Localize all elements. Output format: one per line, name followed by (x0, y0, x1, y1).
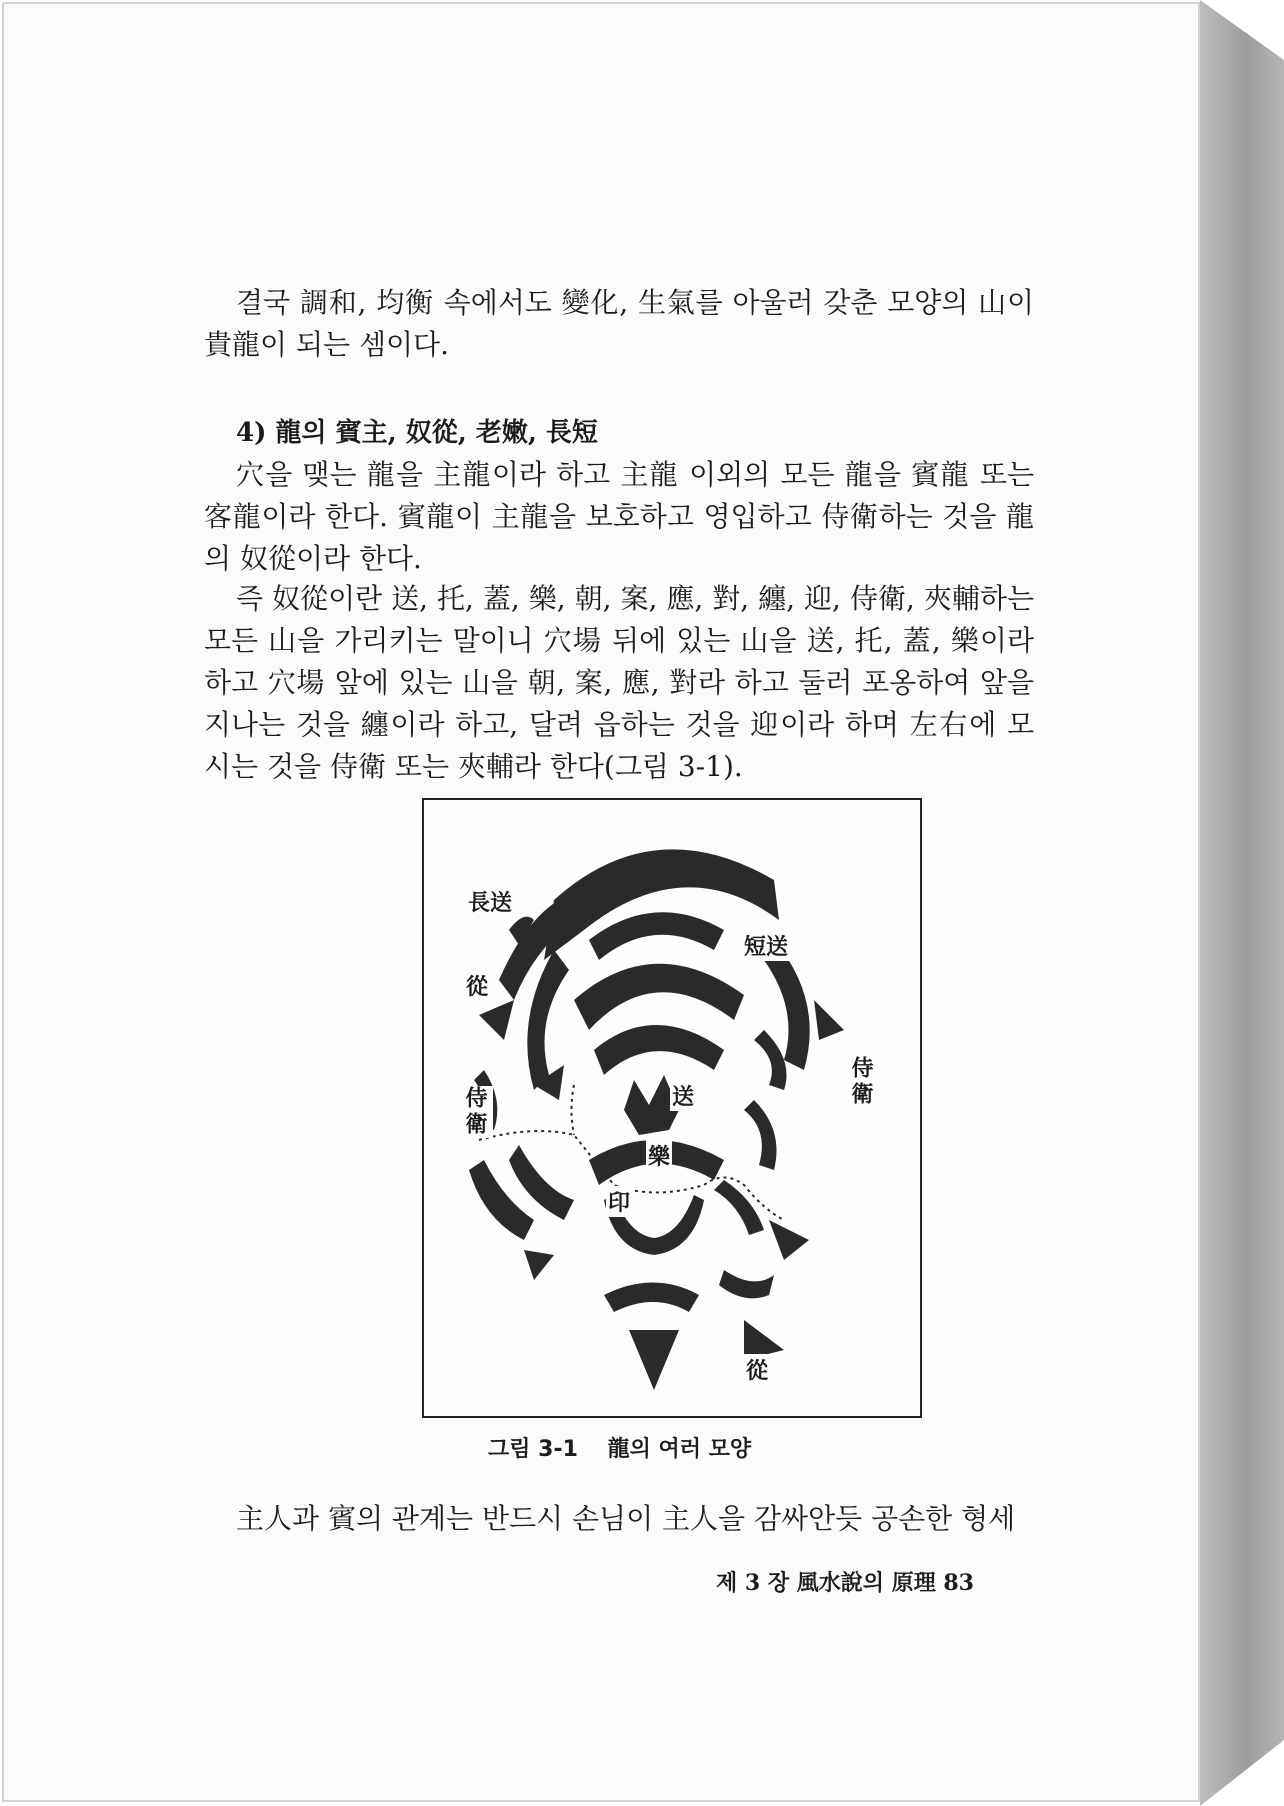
label-le: 樂 (646, 1140, 672, 1171)
paragraph-servant-dragon: 즉 奴從이란 送, 托, 蓋, 樂, 朝, 案, 應, 對, 纏, 迎, 侍衛, 夾輔하는 모든 山을 가리키는 말이니 穴場 뒤에 있는 山을 送, 托, 蓋, 樂이라 하고 穴場 앞에 있는 山을 朝, 案, 應, 對라 하고 둘러 포옹하여 앞을 지나는 것을 纏이라 하고, 달려 읍하는 것을 迎이라 하며 左右에 모시는 것을 侍衛 또는 夾輔라 한다(그림 3-1). (204, 582, 1034, 783)
section-heading: 4) 龍의 賓主, 奴從, 老嫩, 長短 (236, 418, 598, 448)
caption-number: 그림 3-1 (488, 1437, 578, 1462)
caption-title: 龍의 여러 모양 (607, 1436, 752, 1462)
figure-caption (488, 1432, 751, 1463)
paragraph-main-dragon: 穴을 맺는 龍을 主龍이라 하고 主龍 이외의 모든 龍을 賓龍 또는 客龍이라 한다. 賓龍이 主龍을 보호하고 영입하고 侍衛하는 것을 龍의 奴從이라 한다. (204, 458, 1034, 575)
figure-dragon-shapes (422, 798, 922, 1418)
paragraph-host-guest: 主人과 賓의 관계는 반드시 손님이 主人을 감싸안듯 공손한 형세 (236, 1502, 1016, 1535)
book-edge (1200, 0, 1284, 1806)
book-page (2, 2, 1200, 1802)
label-short-song: 短送 (742, 930, 790, 961)
label-song: 送 (670, 1080, 696, 1111)
page-footer: 제 3 장 風水說의 原理 83 (716, 1570, 974, 1596)
label-cong-left: 從 (464, 970, 490, 1001)
label-shiwei-left: 侍衛 (458, 1086, 493, 1138)
label-long-song: 長送 (466, 886, 514, 917)
label-shiwei-right: 侍衛 (844, 1056, 879, 1108)
label-cong-right: 從 (744, 1354, 770, 1385)
label-yin: 印 (606, 1186, 632, 1217)
paragraph-intro: 결국 調和, 均衡 속에서도 變化, 生氣를 아울러 갖춘 모양의 山이 貴龍이 되는 셈이다. (204, 286, 1034, 361)
